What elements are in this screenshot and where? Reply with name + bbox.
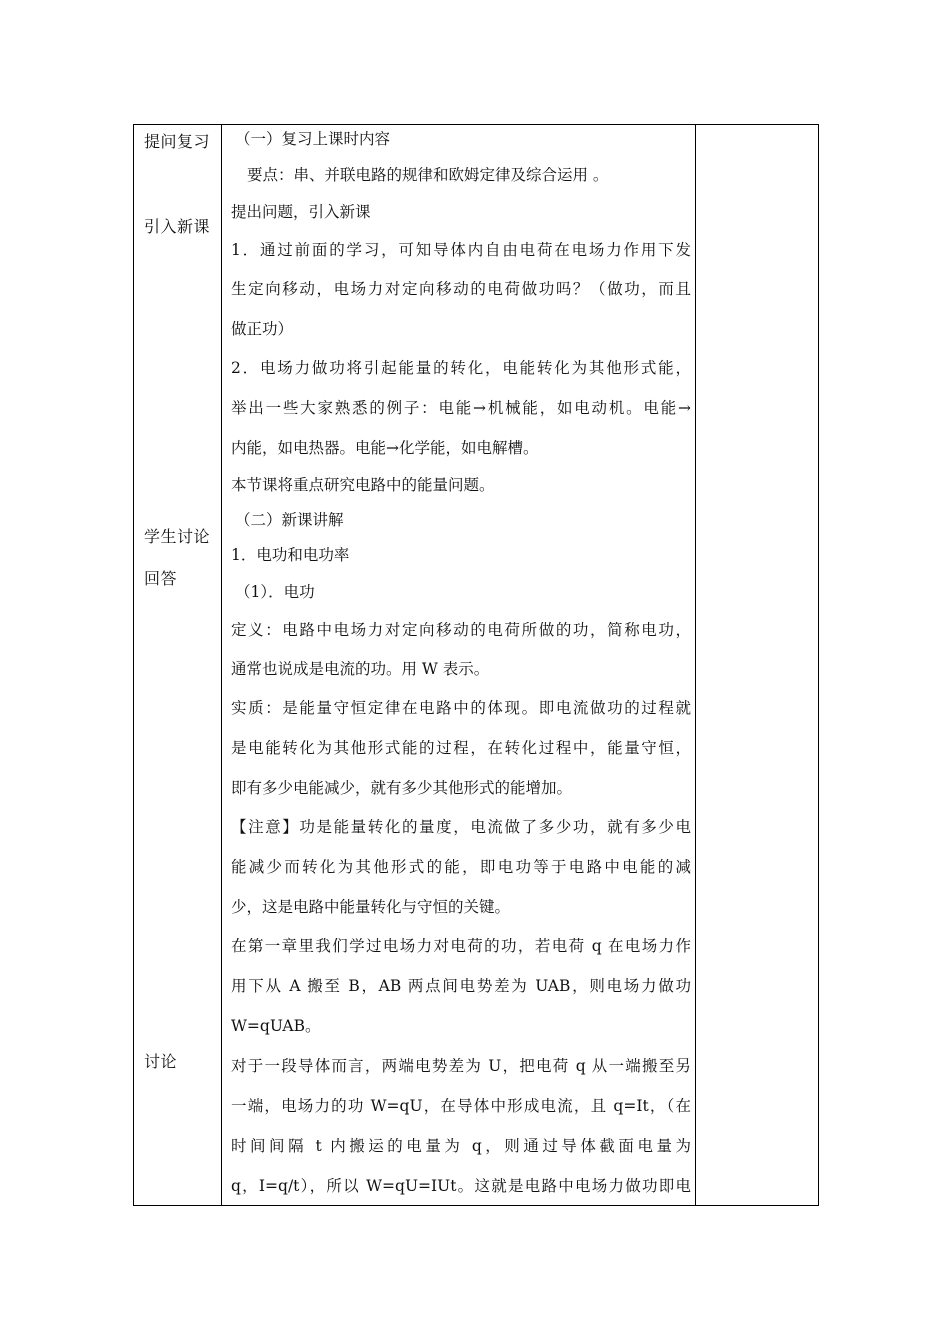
content-line: q，I=q/t），所以 W=qU=IUt。这就是电路中电场力做功即电 (231, 1177, 691, 1195)
content-line: 做正功） (231, 320, 294, 338)
content-line: （二）新课讲解 (235, 511, 344, 529)
content-line: 生定向移动，电场力对定向移动的电荷做功吗？（做功，而且 (231, 280, 691, 298)
content-line: 能减少而转化为其他形式的能，即电功等于电路中电能的减 (231, 858, 691, 876)
content-line: 1．电功和电功率 (231, 546, 350, 564)
column-divider-left (221, 125, 222, 1205)
content-line: （1）．电功 (235, 583, 315, 601)
content-line: 提出问题，引入新课 (231, 203, 371, 221)
label-discussion: 讨论 (144, 1052, 178, 1071)
content-line: 即有多少电能减少，就有多少其他形式的能增加。 (231, 779, 573, 797)
content-line: 【注意】功是能量转化的量度，电流做了多少功，就有多少电 (231, 818, 691, 836)
content-line: 举出一些大家熟悉的例子：电能→机械能，如电动机。电能→ (231, 399, 691, 417)
label-review: 提问复习 (144, 132, 211, 151)
content-line: 定义：电路中电场力对定向移动的电荷所做的功，简称电功， (231, 621, 691, 639)
content-line: 一端，电场力的功 W=qU，在导体中形成电流，且 q=It，（在 (231, 1097, 691, 1115)
label-intro: 引入新课 (144, 217, 211, 236)
content-line: 在第一章里我们学过电场力对电荷的功，若电荷 q 在电场力作 (231, 937, 691, 955)
label-student-discussion: 学生讨论 (144, 527, 211, 546)
content-line: 2．电场力做功将引起能量的转化，电能转化为其他形式能， (231, 359, 691, 377)
content-line: W=qUAB。 (231, 1017, 321, 1035)
column-divider-right (695, 125, 696, 1205)
label-answer: 回答 (144, 569, 178, 588)
content-line: 本节课将重点研究电路中的能量问题。 (231, 476, 495, 494)
content-line: 对于一段导体而言，两端电势差为 U，把电荷 q 从一端搬至另 (231, 1057, 691, 1075)
content-line: 用下从 A 搬至 B，AB 两点间电势差为 UAB，则电场力做功 (231, 977, 691, 995)
content-line: 要点：串、并联电路的规律和欧姆定律及综合运用 。 (247, 166, 609, 184)
content-line: （一）复习上课时内容 (235, 130, 391, 148)
content-line: 内能，如电热器。电能→化学能，如电解槽。 (231, 439, 539, 457)
content-line: 是电能转化为其他形式能的过程，在转化过程中，能量守恒， (231, 739, 691, 757)
content-line: 少，这是电路中能量转化与守恒的关键。 (231, 898, 511, 916)
content-line: 1．通过前面的学习，可知导体内自由电荷在电场力作用下发 (231, 241, 691, 259)
content-line: 通常也说成是电流的功。用 W 表示。 (231, 660, 490, 678)
content-line: 实质：是能量守恒定律在电路中的体现。即电流做功的过程就 (231, 699, 691, 717)
content-line: 时间间隔 t 内搬运的电量为 q，则通过导体截面电量为 (231, 1137, 691, 1155)
lesson-plan-table (133, 124, 819, 1206)
